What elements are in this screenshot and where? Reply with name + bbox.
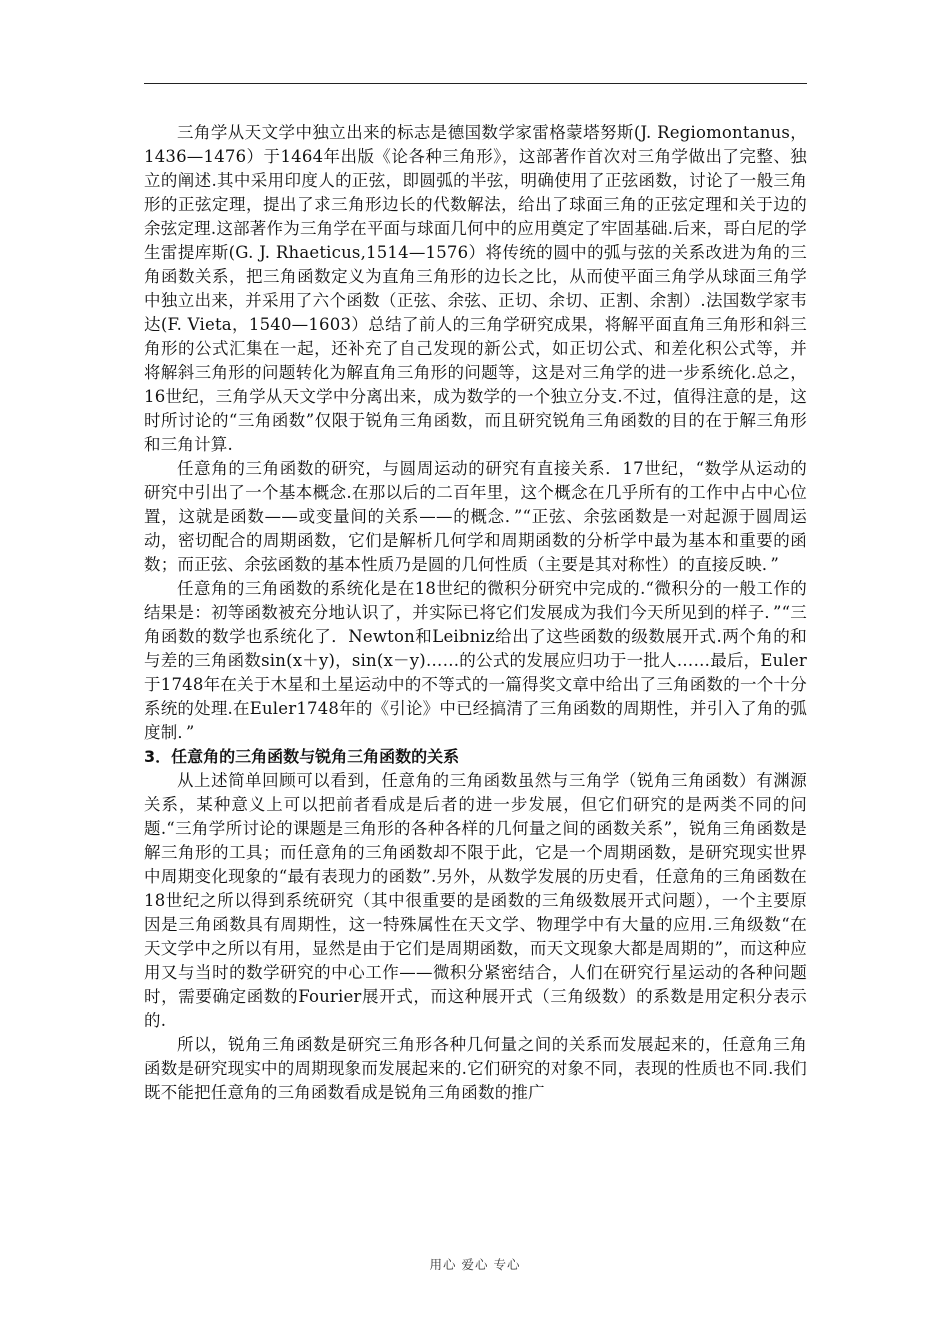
paragraph-calculus-systematization: 任意角的三角函数的系统化是在18世纪的微积分研究中完成的.“微积分的一般工作的结果是：初等函数被充分地认识了，并实际已将它们发展成为我们今天所见到的样子．”“三角函数的数学也系统化了．Newton和Leibniz给出了这些函数的级数展开式.两个角的和与差的三角函数sin(x＋y)，sin(x－y)……的公式的发展应归功于一批人……最后，Euler于1748年在关于木星和土星运动中的不等式的一篇得奖文章中给出了三角函数的一个十分系统的处理.在Euler1748年的《引论》中已经搞清了三角函数的周期性，并引入了角的弧度制．”: [144, 579, 807, 742]
header-rule: [144, 83, 807, 84]
paragraph-conclusion: 所以，锐角三角函数是研究三角形各种几何量之间的关系而发展起来的，任意角三角函数是研究现实中的周期现象而发展起来的.它们研究的对象不同，表现的性质也不同.我们既不能把任意角的三角函数看成是锐角三角函数的推广: [144, 1035, 807, 1102]
paragraph-circular-motion: 任意角的三角函数的研究，与圆周运动的研究有直接关系．17世纪，“数学从运动的研究中引出了一个基本概念.在那以后的二百年里，这个概念在几乎所有的工作中占中心位置，这就是函数——或变量间的关系——的概念．”“正弦、余弦函数是一对起源于圆周运动，密切配合的周期函数，它们是解析几何学和周期函数的分析学中最为基本和重要的函数；而正弦、余弦函数的基本性质乃是圆的几何性质（主要是其对称性）的直接反映．”: [144, 459, 807, 574]
paragraph-relationship: 从上述简单回顾可以看到，任意角的三角函数虽然与三角学（锐角三角函数）有渊源关系，某种意义上可以把前者看成是后者的进一步发展，但它们研究的是两类不同的问题.“三角学所讨论的课题是三角形的各种各样的几何量之间的函数关系”，锐角三角函数是解三角形的工具；而任意角的三角函数却不限于此，它是一个周期函数，是研究现实世界中周期变化现象的“最有表现力的函数”.另外，从数学发展的历史看，任意角的三角函数在18世纪之所以得到系统研究（其中很重要的是函数的三角级数展开式问题），一个主要原因是三角函数具有周期性，这一特殊属性在天文学、物理学中有大量的应用.三角级数“在天文学中之所以有用，显然是由于它们是周期函数，而天文现象大都是周期的”，而这种应用又与当时的数学研究的中心工作——微积分紧密结合，人们在研究行星运动的各种问题时，需要确定函数的Fourier展开式，而这种展开式（三角级数）的系数是用定积分表示的.: [144, 771, 807, 1030]
document-body: [144, 121, 807, 1105]
paragraph-regiomontanus: 三角学从天文学中独立出来的标志是德国数学家雷格蒙塔努斯(J. Regiomontanus，1436—1476）于1464年出版《论各种三角形》，这部著作首次对三角学做出了完整、独立的阐述.其中采用印度人的正弦，即圆弧的半弦，明确使用了正弦函数，讨论了一般三角形的正弦定理，提出了求三角形边长的代数解法，给出了球面三角的正弦定理和关于边的余弦定理.这部著作为三角学在平面与球面几何中的应用奠定了牢固基础.后来，哥白尼的学生雷提库斯(G. J. Rhaeticus,1514—1576）将传统的圆中的弧与弦的关系改进为角的三角函数关系，把三角函数定义为直角三角形的边长之比，从而使平面三角学从球面三角学中独立出来，并采用了六个函数（正弦、余弦、正切、余切、正割、余割）.法国数学家韦达(F. Vieta，1540—1603）总结了前人的三角学研究成果，将解平面直角三角形和斜三角形的公式汇集在一起，还补充了自己发现的新公式，如正切公式、和差化积公式等，并将解斜三角形的问题转化为解直角三角形的问题等，这是对三角学的进一步系统化.总之，16世纪，三角学从天文学中分离出来，成为数学的一个独立分支.不过，值得注意的是，这时所讨论的“三角函数”仅限于锐角三角函数，而且研究锐角三角函数的目的在于解三角形和三角计算.: [144, 123, 807, 454]
section-heading: 3．任意角的三角函数与锐角三角函数的关系: [144, 747, 460, 766]
page-footer: 用心 爱心 专心: [429, 1257, 521, 1272]
